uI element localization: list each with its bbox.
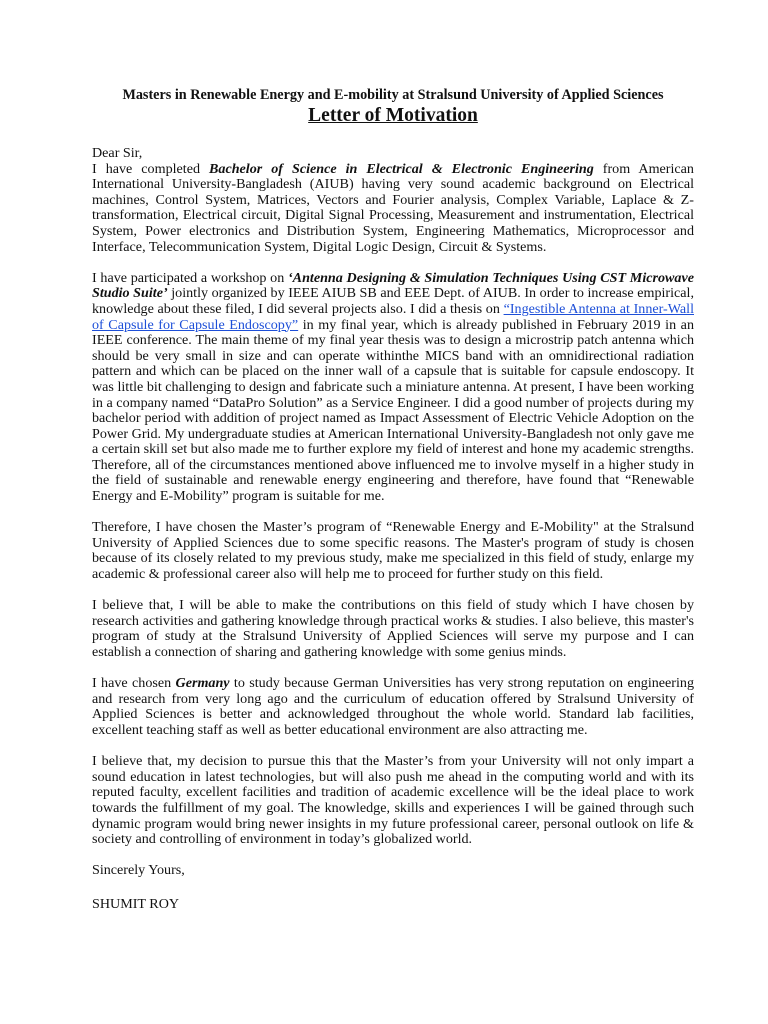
- thesis-link[interactable]: “Ingestible Antenna at Inner-Wall of Capsule for Capsule Endoscopy”: [92, 300, 694, 333]
- closing: Sincerely Yours,: [92, 862, 185, 879]
- paragraph-program-choice: Therefore, I have chosen the Master’s program of “Renewable Energy and E-Mobility" at the Stralsund University of Applied Sciences due to some specific reasons. The Master's program of study is chosen because of its closely related to my previous study, make me specialized in this field of study, enlarge my academic & professional career also will help me to proceed for further study on this field.: [92, 519, 694, 583]
- paragraph-text: from American International University-Bangladesh (AIUB) having very sound academic background on Electrical machines, Control System, Matrices, Vectors and Fourier analysis, Complex Variable, Laplace & Z-transformation, Electrical circuit, Digital Signal Processing, Measurement and instrumentation, Electrical System, Power electronics and Distribution System, Engineering Mathematics, Microprocessor and Interface, Telecommunication System, Digital Logic Design, Circuit & Systems.: [92, 160, 694, 255]
- workshop-emphasis: ‘Antenna Designing & Simulation Techniques Using CST Microwave Studio Suite’: [92, 269, 694, 302]
- letter-page: [92, 86, 694, 913]
- paragraph-experience: [92, 271, 694, 505]
- paragraph-decision: I believe that, my decision to pursue this that the Master’s from your University will not only impart a sound education in latest technologies, but will also push me ahead in the computing world and with its reputed faculty, excellent facilities and tradition of academic excellence will be the ideal place to work towards the fulfillment of my goal. The knowledge, skills and experiences I will be gained through such dynamic program would bring newer insights in my future professional career, personal outlook on life & society and controlling of environment in today’s globalized world.: [92, 753, 694, 848]
- paragraph-text: in my final year, which is already published in February 2019 in an IEEE conference. The main theme of my final year thesis was to design a microstrip patch antenna which should be very small in size and can operate withinthe MICS band with an omnidirectional radiation pattern and which can be placed on the inner wall of a capsule that is suitable for capsule endoscopy. It was little bit challenging to design and fabricate such a miniature antenna. At present, I have been working in a company named “DataPro Solution” as a Service Engineer. I did a good number of projects during my bachelor period with addition of project named as Impact Assessment of Electric Vehicle Adoption on the Power Grid. My undergraduate studies at American International University-Bangladesh not only gave me a certain skill set but also made me to further explore my field of interest and hone my academic strengths. Therefore, all of the circumstances mentioned above influenced me to involve myself in a higher study in the field of sustainable and renewable energy engineering and therefore, have found that “Renewable Energy and E-Mobility” program is suitable for me.: [92, 316, 694, 505]
- paragraph-education: [92, 162, 694, 256]
- paragraph-text: jointly organized by IEEE AIUB SB and EEE Dept. of AIUB. In order to increase empirical, knowledge about these filed, I did several projects also. I did a thesis on: [92, 285, 694, 317]
- paragraph-text: I have chosen: [92, 675, 176, 692]
- program-header: Masters in Renewable Energy and E-mobility at Stralsund University of Applied Sciences: [122, 87, 664, 103]
- paragraph-germany: [92, 676, 694, 738]
- salutation: Dear Sir,: [92, 145, 143, 161]
- country-emphasis: Germany: [175, 675, 230, 692]
- paragraph-text: to study because German Universities has very strong reputation on engineering and research from very long ago and the curriculum of education offered by Stralsund University of Applied Sciences is better and acknowledged throughout the whole world. Standard lab facilities, excellent teaching staff as well as better educational environment are also attracting me.: [92, 675, 694, 738]
- signature-name: SHUMIT ROY: [92, 895, 180, 912]
- degree-emphasis: Bachelor of Science in Electrical & Electronic Engineering: [209, 160, 594, 177]
- paragraph-contributions: I believe that, I will be able to make the contributions on this field of study which I have chosen by research activities and gathering knowledge through practical works & studies. I also believe, this master's program of study at the Stralsund University of Applied Sciences will serve my purpose and I can establish a connection of sharing and gathering knowledge with some genius minds.: [92, 597, 694, 660]
- paragraph-text: I have completed: [92, 160, 209, 177]
- page-title: Letter of Motivation: [308, 105, 478, 126]
- paragraph-text: I have participated a workshop on: [92, 269, 288, 286]
